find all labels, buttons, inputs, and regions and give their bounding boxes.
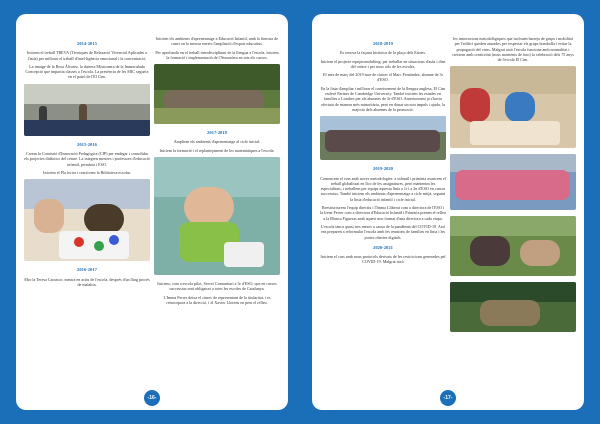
year-heading: 2020-2021 <box>373 244 393 250</box>
year-heading: 2019-2020 <box>373 166 393 172</box>
right-page-column-2 <box>450 36 576 338</box>
paragraph: Creem la Comissió d'Innovació Pedagògica (CIP) per endegar i consolidar els projectes didàctics del centre. La integren mestres i professors d'educació infantil, primària i ESO. <box>24 151 150 167</box>
page-number: -16- <box>144 390 160 406</box>
paragraph: Ampliem els ambients d'aprenentatge al cicle inicial. <box>173 139 261 145</box>
paragraph: Iniciem el treball TREVA (Tècniques de Relaxació Vivencial Aplicades a l'aula) per millorar el treball d'intel·ligència emocional i la concentració. <box>27 50 147 61</box>
paragraph: Iniciem el projecte equipiomobiliing, per treballar en situacions d'aula i dins del centre i per nous rols de les escoles. <box>320 58 446 69</box>
paragraph: Comencem el curs amb noves metodologies: a infantil i primària avancem el treball globalitzat en lloc de les assignatures, però mantenim les especialitats, i treballem per equips aquesta línia a 1r i a 2n d'ESO en cursos successius. També iniciem els ambients d'aprenentatge a cicle mitjà, seguint la línia d'educació infantil i cicle inicial. <box>320 175 446 202</box>
paragraph: Mor la Teresa Carrasco, mestra en actiu de l'escola, després d'un llarg procés de malaltia. <box>24 276 150 287</box>
left-page-column-1 <box>24 36 150 290</box>
paragraph: El mes de març del 2019 mor de càncer el Marc Fernàndez, alumne de 3r d'ESO. <box>323 72 443 83</box>
year-heading: 2018-2019 <box>373 41 393 46</box>
right-page <box>312 14 584 410</box>
paragraph: L'escola tanca quasi tres mesos a causa de la pandèmia del COVID-19. Així ens preparen a reformular l'escola amb les reunions de famílies en línia i les portes obertes digitals. <box>320 223 446 240</box>
paragraph: En la línia d'ampliar i millorar el coneixement de la llengua anglesa, El Cim esdevé Partner de Cambridge University. També iniciem les estades en famílies a Londres per als alumnes de 3r d'ESO. Anteriorment ja s'havia efectuat de manera més minoritària, però en donar un nou impuls i ajuda, la majoria dels alumnes de la promoció. <box>320 85 446 112</box>
year-heading: 2016-2017 <box>77 267 97 273</box>
left-page <box>16 14 288 410</box>
paragraph: Iniciem, com a escola pilot, Servei Comunitari a 3r d'ESO, que en cursos successius serà obligatori a totes les escoles de Catalunya. <box>157 281 277 292</box>
photo-children-painting <box>24 179 150 261</box>
paragraph: L'Imma Ferrer deixa el càrrec de representant de la titularitat, i es reincorpora a la direcció, i el Xavier Llorens en pren el relleu. <box>163 294 271 305</box>
photo-students-gymnasium <box>24 84 150 136</box>
photo-group-students <box>450 154 576 210</box>
paragraph: Iniciem el curs amb nous protocols derivats de les restriccions generades pel COVID-19. Malgrat això <box>320 254 446 265</box>
year-heading: 2015-2016 <box>77 141 97 147</box>
paragraph: Iniciem els ambients d'aprenentatge a Educació Infantil, amb la finestra de canvi en la mestra envers l'ampliació d'espais educatius. <box>155 36 279 47</box>
photo-outdoor-activity <box>450 216 576 276</box>
paragraph: Es renova la façana històrica de la plaça dels Estnes. <box>340 50 426 56</box>
left-page-column-2 <box>154 36 280 308</box>
right-page-column-1 <box>320 36 446 268</box>
photo-children-table <box>450 66 576 148</box>
paragraph: Iniciem la formació i el replantejament de les matemàtiques a l'escola. <box>159 147 275 153</box>
photo-group-outdoors <box>154 64 280 124</box>
photo-child-playing <box>154 157 280 275</box>
photo-group-trip <box>320 116 446 160</box>
page-number: -17- <box>440 390 456 406</box>
year-heading: 2017-2018 <box>207 130 227 136</box>
paragraph: Iniciem el Pla lector i reactivem la Biblioteca escolar. <box>43 169 131 175</box>
photo-children-forest <box>450 282 576 332</box>
year-heading: 2014-2015 <box>77 41 97 46</box>
paragraph: les innovacions metodològiques que inclouen barreja de grups i mobilitat per l'edifici queden aturades per respectar els grups bombolla i evitar la propagació del virus. Malgrat això l'escola funciona amb normalitat i creixem amb creativitat (nous moments de foto) la celebració dels 75 anys de l'escola El Cim. <box>452 36 574 63</box>
paragraph: Reestructurem l'equip directiu i l'Imma Lliberat com a directora de l'ESO i la Irene Ferrer com a directora d'Educació Infantil i Primària prenen el relleu a la Blanca Figueras amb aquest nou format d'una directora a cada etapa. <box>320 205 446 221</box>
paragraph: La imatge de la Rosa Álvarez, la darrera Missionera de la Immaculada Concepció que impartia classes a l'escola. La presència de les MIC segueix en el patró de l'El Cim. <box>25 63 149 80</box>
paragraph: Per aprofundir en el treball interdisciplinari de la llengua a l'escola, iniciem la formació i implementació de l'Atmosfera en tots els cursos. <box>155 49 279 60</box>
